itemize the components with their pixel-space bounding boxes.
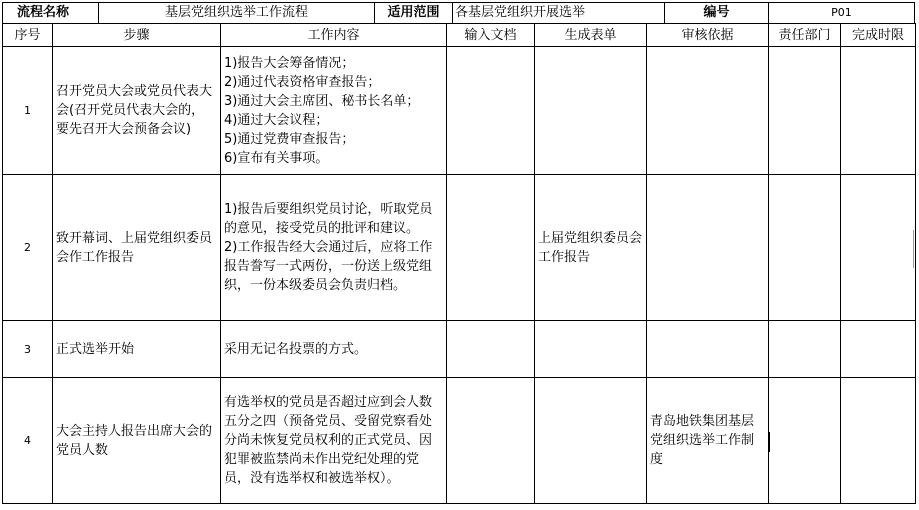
content-line: 6)宣布有关事项。 xyxy=(224,150,329,166)
row-no: 3 xyxy=(3,321,53,378)
col-header-basis: 审核依据 xyxy=(647,24,769,47)
row-no: 2 xyxy=(3,175,53,321)
content-line: 3)通过大会主席团、秘书长名单； xyxy=(224,93,420,109)
row-step: 召开党员大会或党员代表大会(召开党员代表大会的，要先召开大会预备会议) xyxy=(53,47,221,175)
content-line: 采用无记名投票的方式。 xyxy=(224,341,368,357)
content-line: 2)通过代表资格审查报告； xyxy=(224,74,381,90)
row-form: 上届党组织委员会工作报告 xyxy=(535,175,647,321)
row-content xyxy=(221,47,447,175)
row-content xyxy=(221,321,447,378)
table-row xyxy=(3,321,916,378)
row-basis xyxy=(647,175,769,321)
col-header-deadline: 完成时限 xyxy=(841,24,916,47)
code-label: 编号 xyxy=(665,3,769,23)
row-no: 1 xyxy=(3,47,53,175)
row-dept xyxy=(769,175,841,321)
row-input-doc xyxy=(447,47,535,175)
content-line: 4)通过大会议程； xyxy=(224,112,329,128)
table-body xyxy=(2,23,915,508)
col-header-step: 步骤 xyxy=(53,24,221,47)
process-name-value: 基层党组织选举工作流程 xyxy=(99,3,375,23)
col-header-dept: 责任部门 xyxy=(769,24,841,47)
content-line: 有选举权的党员是否超过应到会人数五分之四（预备党员、受留党察看处分尚未恢复党员权利的正式党员、因犯罪被监禁尚未作出党纪处理的党员，没有选举权和被选举权）。 xyxy=(224,395,433,486)
header-bar xyxy=(2,2,915,24)
row-input-doc xyxy=(447,321,535,378)
code-value: P01 xyxy=(831,6,852,19)
content-line: 2)工作报告经大会通过后，应将工作报告誊写一式两份，一份送上级党组织，一份本级委员会负责归档。 xyxy=(224,240,433,293)
text-cursor xyxy=(768,432,770,452)
row-deadline xyxy=(841,47,916,175)
content-line: 1)报告大会筹备情况； xyxy=(224,55,355,71)
col-header-no: 序号 xyxy=(3,24,53,47)
col-header-input-doc: 输入文档 xyxy=(447,24,535,47)
row-form xyxy=(535,378,647,504)
row-deadline xyxy=(841,321,916,378)
row-input-doc xyxy=(447,175,535,321)
row-dept xyxy=(769,321,841,378)
row-deadline xyxy=(841,175,916,321)
row-step: 大会主持人报告出席大会的党员人数 xyxy=(53,378,221,504)
row-basis xyxy=(647,47,769,175)
row-content xyxy=(221,378,447,504)
table-row xyxy=(3,47,916,175)
content-line: 5)通过党费审查报告； xyxy=(224,131,355,147)
row-dept xyxy=(769,378,841,504)
table-row xyxy=(3,378,916,504)
table-row xyxy=(3,175,916,321)
column-header-row xyxy=(3,24,916,47)
scope-value: 各基层党组织开展选举 xyxy=(453,3,665,23)
col-header-content: 工作内容 xyxy=(221,24,447,47)
steps-table xyxy=(2,23,916,504)
row-input-doc xyxy=(447,378,535,504)
scope-label: 适用范围 xyxy=(375,3,453,23)
row-basis: 青岛地铁集团基层党组织选举工作制度 xyxy=(647,378,769,504)
row-dept xyxy=(769,47,841,175)
row-form xyxy=(535,47,647,175)
scroll-edge-marker xyxy=(913,230,914,268)
row-step: 致开幕词、上届党组织委员会作工作报告 xyxy=(53,175,221,321)
row-deadline xyxy=(841,378,916,504)
row-form xyxy=(535,321,647,378)
row-no: 4 xyxy=(3,378,53,504)
col-header-form: 生成表单 xyxy=(535,24,647,47)
row-step: 正式选举开始 xyxy=(53,321,221,378)
row-content xyxy=(221,175,447,321)
row-basis xyxy=(647,321,769,378)
process-name-label: 流程名称 xyxy=(3,3,99,23)
content-line: 1)报告后要组织党员讨论，听取党员的意见，接受党员的批评和建议。 xyxy=(224,202,433,236)
